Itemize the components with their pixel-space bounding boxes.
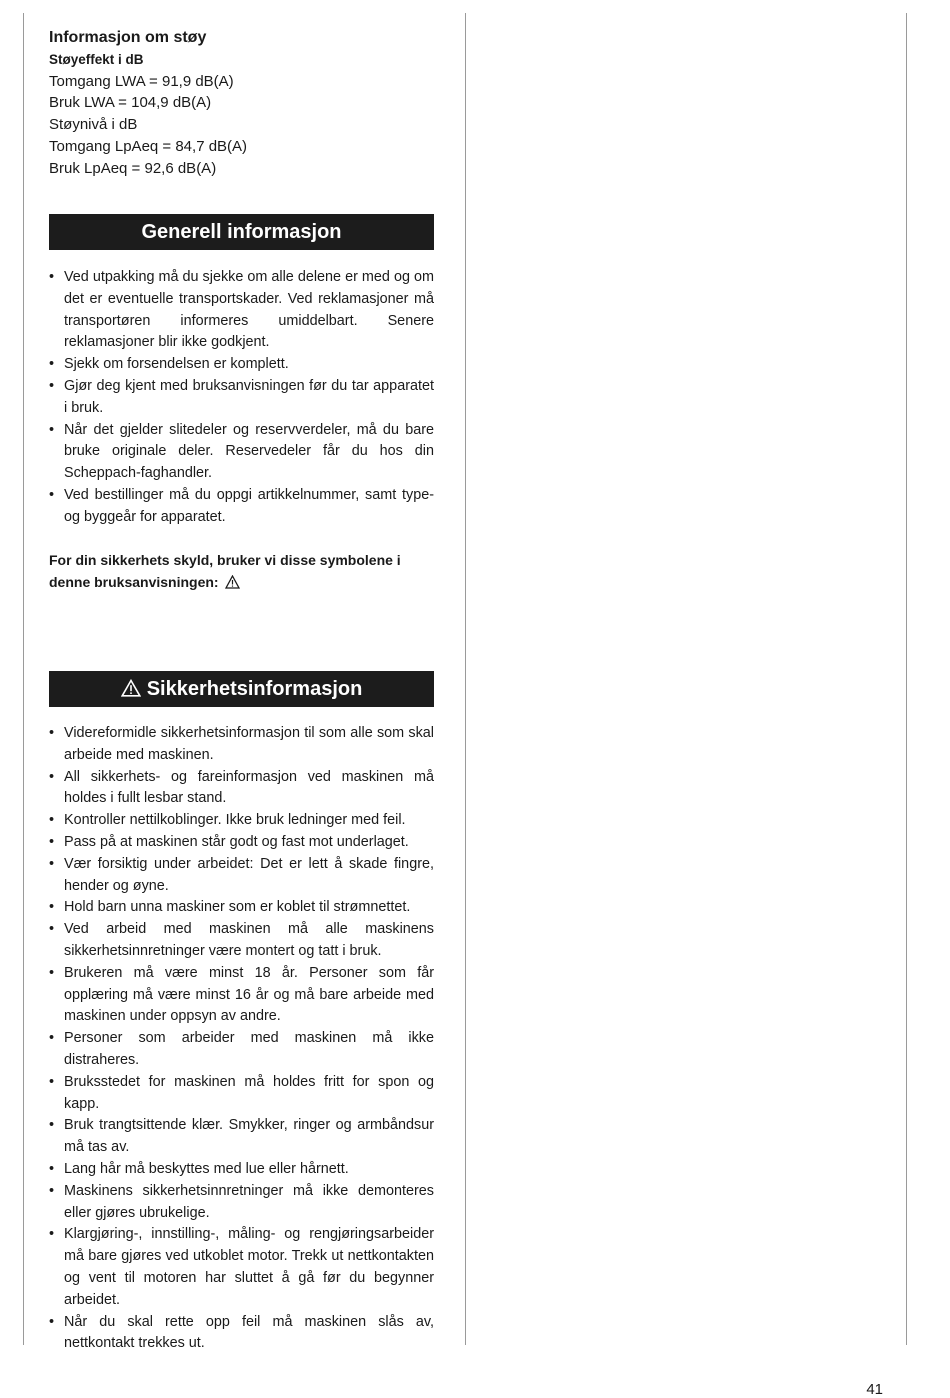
list-item: • Gjør deg kjent med bruksanvisningen før du tar apparatet i bruk.	[49, 377, 434, 416]
right-column-rule	[906, 13, 907, 1345]
noise-info-section	[49, 27, 434, 180]
left-column-rule	[23, 13, 24, 1345]
list-item: • Bruksstedet for maskinen må holdes fritt for spon og kapp.	[49, 1073, 434, 1112]
list-item: • Lang hår må beskyttes med lue eller hårnett.	[49, 1160, 349, 1177]
noise-line: Bruk LWA = 104,9 dB(A)	[49, 94, 212, 112]
list-item: • Ved bestillinger må du oppgi artikkelnummer, samt type- og byggeår for apparatet.	[49, 486, 434, 525]
page-number: 41	[866, 1381, 883, 1398]
noise-info-title: Informasjon om støy	[49, 29, 207, 46]
noise-line: Bruk LpAeq = 92,6 dB(A)	[49, 159, 217, 177]
list-item: • Når det gjelder slitedeler og reservverdeler, må du bare bruke originale deler. Reservedeler får du hos din Scheppach-faghandler.	[49, 421, 434, 482]
noise-line: Tomgang LpAeq = 84,7 dB(A)	[49, 137, 248, 155]
list-item: • Personer som arbeider med maskinen må ikke distraheres.	[49, 1030, 434, 1068]
list-item: • Brukeren må være minst 18 år. Personer som får opplæring må være minst 16 år og må bare arbeide med maskinen under oppsyn av andre.	[49, 964, 434, 1025]
noise-info-subtitle: Støyeffekt i dB	[49, 51, 144, 67]
noise-line: Tomgang LWA = 91,9 dB(A)	[49, 72, 234, 90]
symbol-note-text: For din sikkerhets skyld, bruker vi disse symbolene i denne bruksanvisningen:	[49, 552, 401, 590]
list-item: • Ved arbeid med maskinen må alle maskinens sikkerhetsinnretninger være montert og tatt i bruk.	[49, 921, 434, 959]
list-item: • Vær forsiktig under arbeidet: Det er lett å skade fingre, hender og øyne.	[49, 855, 434, 894]
warning-triangle-icon	[121, 673, 141, 709]
safety-info-list	[49, 723, 434, 1355]
list-item: • Hold barn unna maskiner som er koblet til strømnettet.	[49, 899, 411, 916]
list-item: • Kontroller nettilkoblinger. Ikke bruk ledninger med feil.	[49, 812, 406, 829]
noise-line: Støynivå i dB	[49, 116, 138, 134]
symbol-note	[49, 549, 434, 595]
general-info-list	[49, 267, 434, 529]
list-item: • Maskinens sikkerhetsinnretninger må ikke demonteres eller gjøres ubrukelige.	[49, 1182, 434, 1221]
list-item: • Sjekk om forsendelsen er komplett.	[49, 356, 289, 373]
list-item: • Videreformidle sikkerhetsinformasjon til som alle som skal arbeide med maskinen.	[49, 725, 434, 763]
list-item: • Pass på at maskinen står godt og fast mot underlaget.	[49, 833, 409, 850]
general-info-heading-text: Generell informasjon	[141, 221, 342, 243]
list-item: • Klargjøring-, innstilling-, måling- og rengjøringsarbeider må bare gjøres ved utkoblet motor. Trekk ut nettkontakten og vent til motoren har sluttet å gå før du begynner arbeidet.	[49, 1226, 434, 1308]
general-info-heading	[49, 214, 434, 250]
safety-info-heading-text: Sikkerhetsinformasjon	[146, 678, 363, 700]
list-item: • Når du skal rette opp feil må maskinen slås av, nettkontakt trekkes ut.	[49, 1313, 434, 1352]
center-column-rule	[465, 13, 466, 1345]
list-item: • Bruk trangtsittende klær. Smykker, ringer og armbåndsur må tas av.	[49, 1117, 434, 1156]
warning-triangle-icon	[225, 573, 240, 595]
safety-info-heading	[49, 671, 434, 707]
list-item: • All sikkerhets- og fareinformasjon ved maskinen må holdes i fullt lesbar stand.	[49, 768, 434, 807]
list-item: • Ved utpakking må du sjekke om alle delene er med og om det er eventuelle transportskader. Ved reklamasjoner må transportøren informeres umiddelbart. Senere reklamasjoner blir ikke godkjent.	[49, 269, 434, 351]
